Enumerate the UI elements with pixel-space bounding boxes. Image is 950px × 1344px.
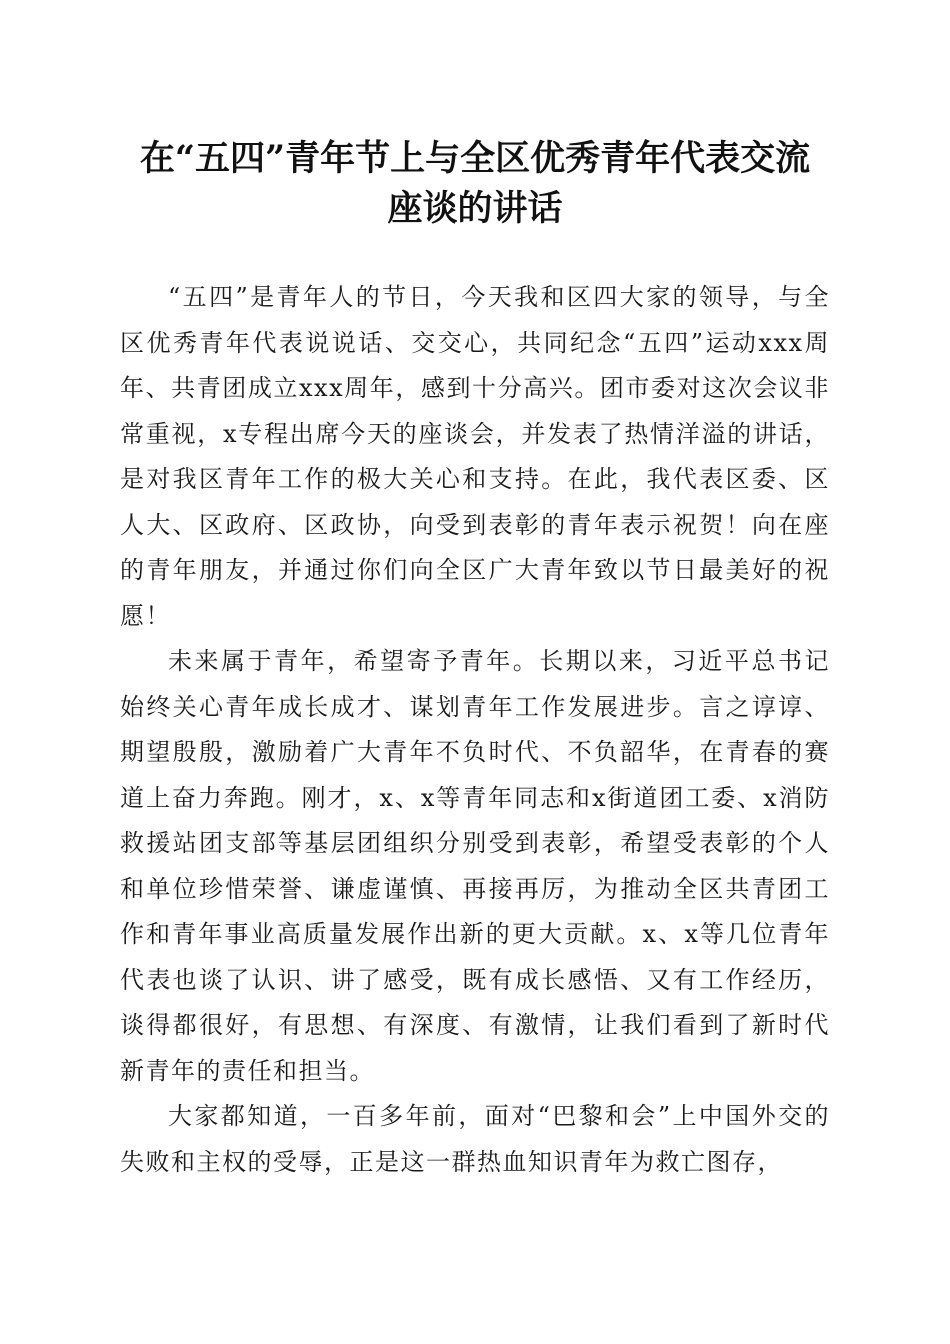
title-line-1: 在“五四”青年节上与全区优秀青年代表交流 [139, 138, 811, 179]
paragraph-3: 大家都知道，一百多年前，面对“巴黎和会”上中国外交的失败和主权的受辱，正是这一群热血知识青年为救亡图存， [120, 1102, 830, 1176]
title-line-2: 座谈的讲话 [387, 188, 563, 229]
document-body [120, 275, 830, 1185]
paragraph-1: “五四”是青年人的节日，今天我和区四大家的领导，与全区优秀青年代表说说话、交交心，共同纪念“五四”运动xxx周年、共青团成立xxx周年，感到十分高兴。团市委对这次会议非常重视，x专程出席今天的座谈会，并发表了热情洋溢的讲话，是对我区青年工作的极大关心和支持。在此，我代表区委、区人大、区政府、区政协，向受到表彰的青年表示祝贺！向在座的青年朋友，并通过你们向全区广大青年致以节日最美好的祝愿！ [120, 283, 830, 630]
document-title [100, 134, 850, 234]
paragraph-2: 未来属于青年，希望寄予青年。长期以来，习近平总书记始终关心青年成长成才、谋划青年工作发展进步。言之谆谆、期望殷殷，激励着广大青年不负时代、不负韶华，在青春的赛道上奋力奔跑。刚才，x、x等青年同志和x街道团工委、x消防救援站团支部等基层团组织分别受到表彰，希望受表彰的个人和单位珍惜荣誉、谦虚谨慎、再接再厉，为推动全区共青团工作和青年事业高质量发展作出新的更大贡献。x、x等几位青年代表也谈了认识、讲了感受，既有成长感悟、又有工作经历，谈得都很好，有思想、有深度、有激情，让我们看到了新时代新青年的责任和担当。 [120, 647, 830, 1085]
